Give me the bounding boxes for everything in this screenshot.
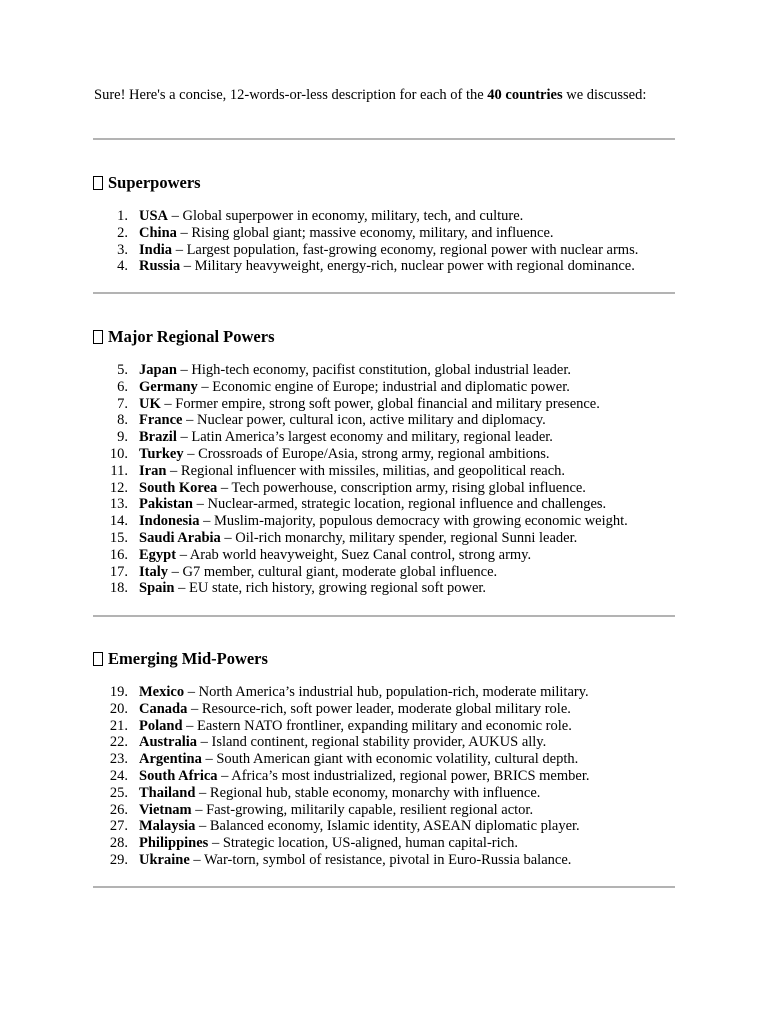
- country-name: Brazil: [139, 429, 177, 446]
- item-number: 8.: [117, 412, 128, 429]
- country-name: Germany: [139, 378, 198, 395]
- list-item: [94, 802, 589, 819]
- country-name: South Africa: [139, 767, 218, 784]
- list-item: [94, 208, 638, 225]
- country-name: Philippines: [139, 835, 209, 852]
- country-description: – Regional influencer with missiles, militias, and geopolitical reach.: [166, 462, 566, 479]
- item-number: 22.: [109, 734, 128, 751]
- country-description: – Former empire, strong soft power, global financial and military presence.: [160, 395, 600, 412]
- country-name: Saudi Arabia: [139, 529, 221, 546]
- country-name: Egypt: [139, 546, 177, 563]
- item-number: 14.: [109, 513, 128, 530]
- country-name: France: [139, 412, 183, 429]
- country-description: – Rising global giant; massive economy, military, and influence.: [176, 224, 554, 241]
- list-item: [94, 412, 628, 429]
- list-item: [94, 258, 638, 275]
- country-description: – Balanced economy, Islamic identity, ASEAN diplomatic player.: [195, 818, 580, 835]
- country-description: – Global superpower in economy, military, tech, and culture.: [168, 208, 524, 224]
- country-name: Canada: [139, 700, 188, 717]
- item-number: 18.: [109, 580, 128, 597]
- divider: [93, 292, 675, 294]
- item-number: 21.: [109, 717, 128, 734]
- intro-text-end: we discussed:: [562, 87, 647, 103]
- country-name: Iran: [139, 462, 167, 479]
- section-heading-major-regional-powers: [93, 327, 275, 347]
- list-item: [94, 734, 589, 751]
- item-number: 6.: [117, 378, 128, 395]
- country-name: Russia: [139, 258, 181, 275]
- list-item: [94, 852, 589, 869]
- list-major-regional-powers: [94, 362, 628, 597]
- country-description: – Island continent, regional stability provider, AUKUS ally.: [197, 734, 547, 751]
- missing-glyph-icon: [93, 176, 103, 190]
- divider: [93, 138, 675, 140]
- section-heading-text: Major Regional Powers: [108, 327, 275, 346]
- item-number: 24.: [109, 767, 128, 784]
- list-item: [94, 818, 589, 835]
- country-name: Argentina: [139, 751, 202, 768]
- country-description: – North America’s industrial hub, population-rich, moderate military.: [184, 684, 589, 700]
- item-number: 26.: [109, 801, 128, 818]
- item-number: 25.: [109, 784, 128, 801]
- list-item: [94, 835, 589, 852]
- list-item: [94, 225, 638, 242]
- list-item: [94, 463, 628, 480]
- item-number: 29.: [109, 851, 128, 868]
- list-item: [94, 242, 638, 259]
- country-description: – EU state, rich history, growing regional soft power.: [174, 580, 487, 597]
- country-name: Vietnam: [139, 801, 192, 818]
- country-description: – Nuclear-armed, strategic location, regional influence and challenges.: [193, 496, 607, 513]
- country-name: China: [139, 224, 177, 241]
- item-number: 13.: [109, 496, 128, 513]
- list-item: [94, 362, 628, 379]
- list-item: [94, 718, 589, 735]
- section-heading-text: Superpowers: [108, 173, 201, 192]
- intro-text: Sure! Here's a concise, 12-words-or-less description for each of the: [94, 87, 488, 103]
- country-description: – Military heavyweight, energy-rich, nuclear power with regional dominance.: [180, 258, 635, 275]
- item-number: 15.: [109, 529, 128, 546]
- item-number: 11.: [110, 462, 128, 479]
- section-heading-superpowers: [93, 173, 201, 193]
- item-number: 7.: [117, 395, 128, 412]
- country-description: – Eastern NATO frontliner, expanding military and economic role.: [182, 717, 572, 734]
- country-name: UK: [139, 395, 161, 412]
- list-item: [94, 396, 628, 413]
- list-item: [94, 480, 628, 497]
- item-number: 1.: [117, 208, 128, 224]
- item-number: 9.: [117, 429, 128, 446]
- country-description: – War-torn, symbol of resistance, pivotal in Euro-Russia balance.: [189, 851, 572, 868]
- divider: [93, 886, 675, 888]
- country-description: – Fast-growing, militarily capable, resilient regional actor.: [191, 801, 534, 818]
- country-description: – Regional hub, stable economy, monarchy with influence.: [195, 784, 541, 801]
- country-name: USA: [139, 208, 169, 224]
- country-description: – Largest population, fast-growing economy, regional power with nuclear arms.: [172, 241, 639, 258]
- list-item: [94, 379, 628, 396]
- section-heading-emerging-mid-powers: [93, 649, 268, 669]
- list-item: [94, 547, 628, 564]
- divider: [93, 615, 675, 617]
- country-description: – Economic engine of Europe; industrial and diplomatic power.: [197, 378, 570, 395]
- country-name: South Korea: [139, 479, 218, 496]
- country-name: Mexico: [139, 684, 185, 700]
- list-item: [94, 513, 628, 530]
- country-name: Malaysia: [139, 818, 196, 835]
- item-number: 16.: [109, 546, 128, 563]
- country-description: – Crossroads of Europe/Asia, strong army, regional ambitions.: [183, 445, 550, 462]
- country-name: Japan: [139, 362, 177, 378]
- list-item: [94, 496, 628, 513]
- country-name: Poland: [139, 717, 183, 734]
- list-item: [94, 768, 589, 785]
- country-description: – Resource-rich, soft power leader, moderate global military role.: [187, 700, 571, 717]
- country-description: – Africa’s most industrialized, regional power, BRICS member.: [217, 767, 590, 784]
- item-number: 12.: [109, 479, 128, 496]
- country-description: – High-tech economy, pacifist constitution, global industrial leader.: [176, 362, 571, 378]
- list-item: [94, 429, 628, 446]
- item-number: 20.: [109, 700, 128, 717]
- list-item: [94, 530, 628, 547]
- country-name: Pakistan: [139, 496, 193, 513]
- item-number: 28.: [109, 835, 128, 852]
- item-number: 19.: [109, 684, 128, 700]
- country-name: Ukraine: [139, 851, 190, 868]
- intro-paragraph: [94, 87, 674, 104]
- country-name: Thailand: [139, 784, 196, 801]
- list-item: [94, 785, 589, 802]
- missing-glyph-icon: [93, 330, 103, 344]
- country-description: – Muslim-majority, populous democracy with growing economic weight.: [199, 513, 628, 530]
- item-number: 10.: [109, 445, 128, 462]
- country-name: India: [139, 241, 173, 258]
- country-name: Italy: [139, 563, 168, 580]
- list-superpowers: [94, 208, 638, 275]
- country-name: Australia: [139, 734, 197, 751]
- country-name: Spain: [139, 580, 175, 597]
- list-item: [94, 684, 589, 701]
- country-description: – South American giant with economic volatility, cultural depth.: [201, 751, 579, 768]
- list-item: [94, 446, 628, 463]
- item-number: 5.: [117, 362, 128, 378]
- item-number: 3.: [117, 241, 128, 258]
- country-description: – Arab world heavyweight, Suez Canal control, strong army.: [176, 546, 532, 563]
- country-description: – Latin America’s largest economy and military, regional leader.: [176, 429, 553, 446]
- list-item: [94, 580, 628, 597]
- item-number: 23.: [109, 751, 128, 768]
- item-number: 2.: [117, 224, 128, 241]
- country-description: – Oil-rich monarchy, military spender, regional Sunni leader.: [220, 529, 578, 546]
- country-description: – Strategic location, US-aligned, human capital-rich.: [208, 835, 518, 852]
- country-description: – G7 member, cultural giant, moderate global influence.: [168, 563, 498, 580]
- country-description: – Nuclear power, cultural icon, active military and diplomacy.: [182, 412, 546, 429]
- list-emerging-mid-powers: [94, 684, 589, 869]
- country-name: Indonesia: [139, 513, 200, 530]
- intro-bold-count: 40 countries: [487, 87, 563, 103]
- country-description: – Tech powerhouse, conscription army, rising global influence.: [217, 479, 586, 496]
- missing-glyph-icon: [93, 652, 103, 666]
- list-item: [94, 701, 589, 718]
- item-number: 4.: [117, 258, 128, 275]
- list-item: [94, 751, 589, 768]
- section-heading-text: Emerging Mid-Powers: [108, 649, 268, 668]
- country-name: Turkey: [139, 445, 184, 462]
- list-item: [94, 564, 628, 581]
- item-number: 17.: [109, 563, 128, 580]
- item-number: 27.: [109, 818, 128, 835]
